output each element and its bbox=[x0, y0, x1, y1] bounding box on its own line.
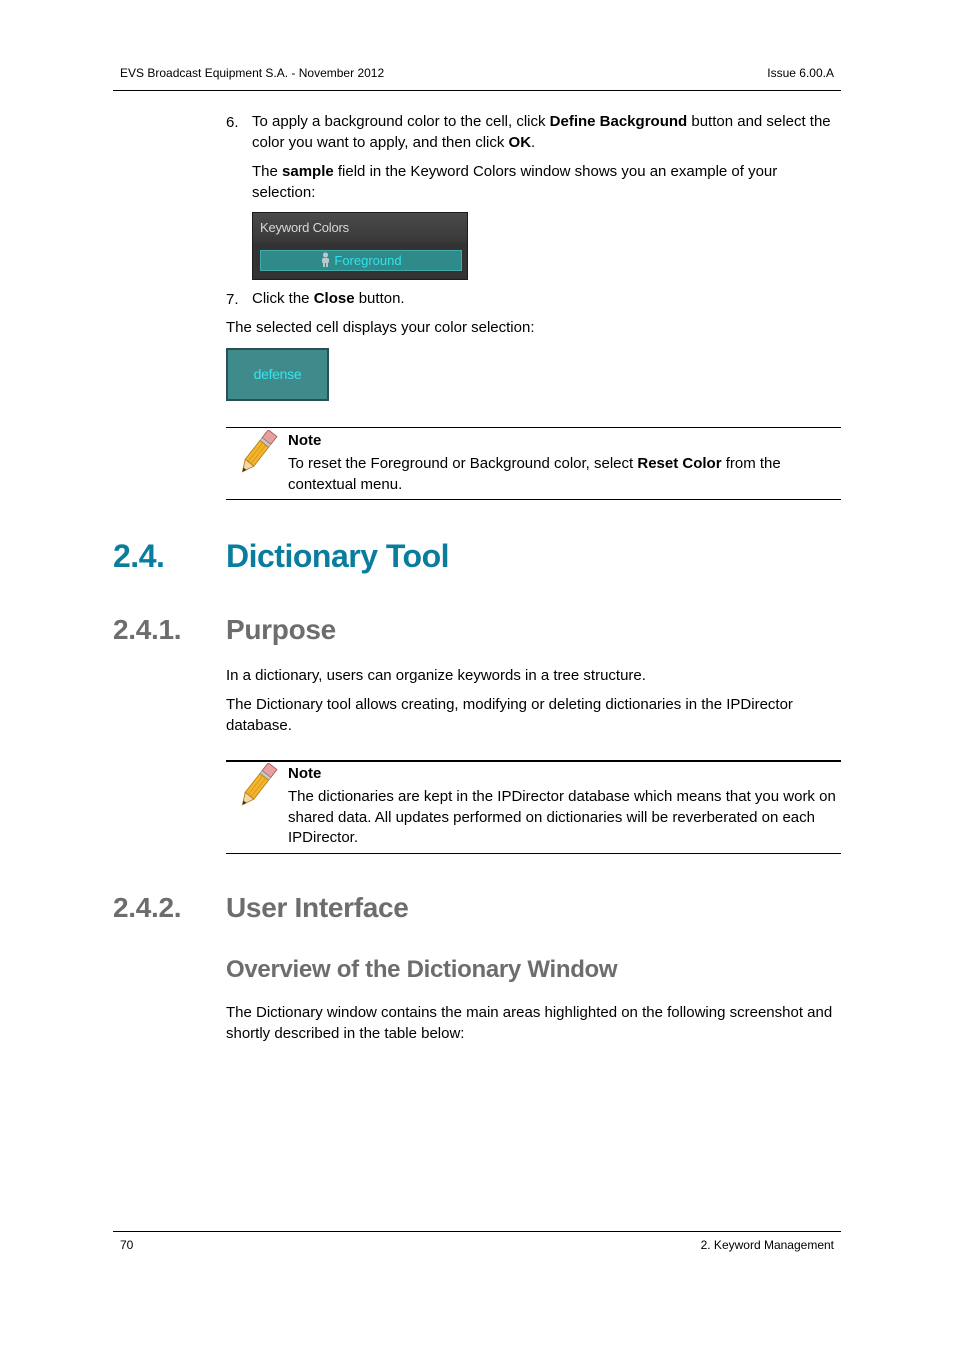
header-rule bbox=[113, 90, 841, 91]
section-2-4-1-number: 2.4.1. bbox=[113, 614, 182, 645]
sample-description: The sample field in the Keyword Colors window shows you an example of your selection: bbox=[252, 163, 778, 201]
section-2-4-2-title: User Interface bbox=[226, 892, 409, 923]
section-2-4-number: 2.4. bbox=[113, 538, 165, 574]
note-2-title: Note bbox=[288, 765, 322, 782]
note-1-title: Note bbox=[288, 432, 322, 449]
page-number: 70 bbox=[120, 1238, 134, 1252]
sample-label: Foreground bbox=[334, 253, 402, 268]
note-1-bottom-rule bbox=[226, 499, 841, 500]
colored-cell-demo: defense bbox=[226, 348, 329, 401]
step-7-text: Click the Close button. bbox=[252, 290, 405, 307]
pencil-icon bbox=[232, 430, 282, 478]
note-2-text: The dictionaries are kept in the IPDirector database which means that you work on shared data. All updates performed on dictionaries will be reverberated on each IPDirector. bbox=[288, 788, 836, 846]
note-2-bottom-rule bbox=[226, 853, 841, 854]
step-7-number: 7. bbox=[226, 291, 239, 308]
footer-rule bbox=[113, 1231, 841, 1232]
step-6-text: To apply a background color to the cell, click Define Background button and select the color you want to apply, and then click OK. bbox=[252, 113, 831, 151]
keyword-colors-window bbox=[252, 212, 468, 280]
note-2-top-rule bbox=[226, 760, 841, 762]
keyword-colors-title: Keyword Colors bbox=[253, 213, 467, 243]
section-2-4-1-title: Purpose bbox=[226, 614, 336, 645]
person-icon bbox=[320, 252, 331, 272]
footer-chapter: 2. Keyword Management bbox=[700, 1238, 834, 1252]
subsection-title: Overview of the Dictionary Window bbox=[226, 956, 618, 983]
pencil-icon bbox=[232, 763, 282, 811]
cell-result-text: The selected cell displays your color selection: bbox=[226, 319, 535, 336]
purpose-paragraph-2: The Dictionary tool allows creating, modifying or deleting dictionaries in the IPDirector database. bbox=[226, 696, 793, 734]
sample-field bbox=[260, 250, 462, 271]
user-interface-paragraph: The Dictionary window contains the main areas highlighted on the following screenshot and shortly described in the table below: bbox=[226, 1004, 833, 1042]
note-1-top-rule bbox=[226, 427, 841, 428]
purpose-paragraph-1: In a dictionary, users can organize keywords in a tree structure. bbox=[226, 667, 646, 684]
section-2-4-2-number: 2.4.2. bbox=[113, 892, 182, 923]
section-2-4-title: Dictionary Tool bbox=[226, 538, 450, 574]
header-left: EVS Broadcast Equipment S.A. - November 2012 bbox=[120, 66, 385, 80]
note-1-text: To reset the Foreground or Background color, select Reset Color from the contextual menu. bbox=[288, 455, 781, 493]
step-6-number: 6. bbox=[226, 114, 239, 131]
header-right: Issue 6.00.A bbox=[767, 66, 834, 80]
